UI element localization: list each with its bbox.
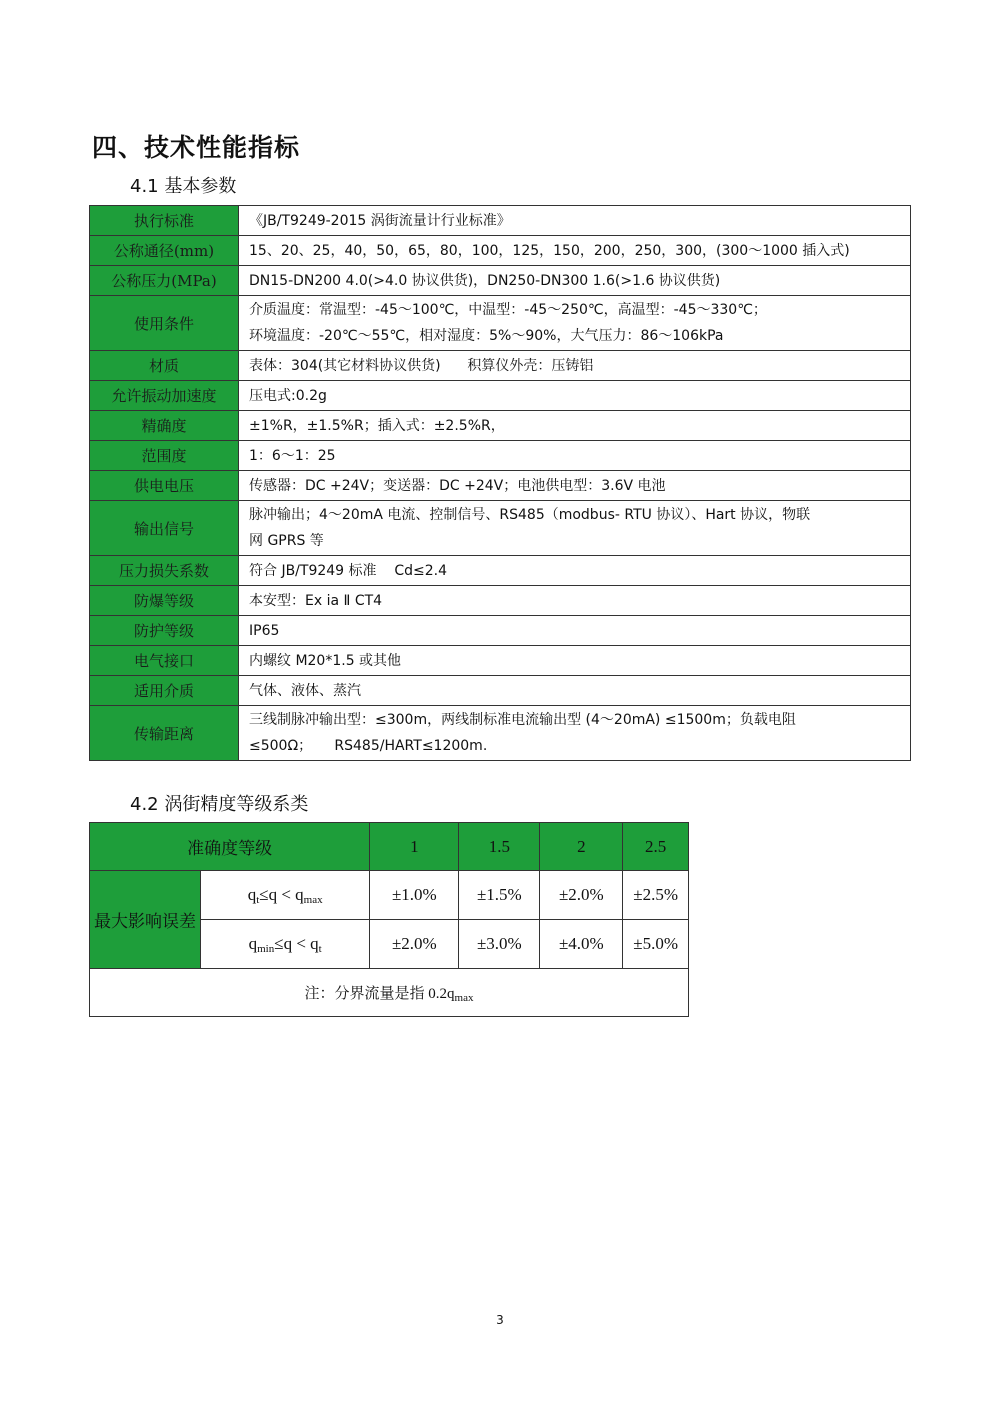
- flow-mid: ≤q < q: [259, 884, 304, 904]
- basic-params-table: [89, 205, 911, 761]
- flow-range-cell: [201, 920, 370, 969]
- flow-q: q: [247, 884, 257, 904]
- param-row: [90, 676, 911, 706]
- error-value: ±3.0%: [459, 920, 540, 969]
- param-row: [90, 556, 911, 586]
- param-value: [239, 296, 911, 351]
- param-value-line: 本安型：Ex ia Ⅱ CT4: [249, 592, 383, 609]
- param-value: [239, 471, 911, 501]
- param-key: 供电电压: [90, 471, 239, 501]
- error-value: ±2.0%: [370, 920, 459, 969]
- param-value: [239, 706, 911, 761]
- error-value: ±2.5%: [623, 871, 689, 920]
- param-value-line: 15、20、25，40，50，65，80，100，125，150，200，250，300，(300～1000 插入式): [249, 242, 850, 259]
- param-value-line: 符合 JB/T9249 标准 Cd≤2.4: [249, 562, 447, 579]
- param-value: [239, 236, 911, 266]
- accuracy-table: [89, 822, 689, 1017]
- param-row: [90, 381, 911, 411]
- error-value: ±1.0%: [370, 871, 459, 920]
- accuracy-header-label: 准确度等级: [90, 823, 370, 871]
- param-value: [239, 501, 911, 556]
- param-value-line: ±1%R，±1.5%R；插入式：±2.5%R，: [249, 417, 505, 434]
- param-row: [90, 351, 911, 381]
- param-value-line: 《JB/T9249-2015 涡街流量计行业标准》: [249, 212, 511, 229]
- note-sub: max: [454, 991, 474, 1004]
- param-key: 传输距离: [90, 706, 239, 761]
- param-value-line: 传感器：DC +24V；变送器：DC +24V；电池供电型：3.6V 电池: [249, 477, 666, 494]
- param-row: [90, 706, 911, 761]
- param-value-line: IP65: [249, 622, 280, 639]
- param-value-line: DN15-DN200 4.0(>4.0 协议供货)，DN250-DN300 1.6(>1.6 协议供货): [249, 272, 721, 289]
- param-value: [239, 556, 911, 586]
- param-key: 公称压力(MPa): [90, 266, 239, 296]
- param-key: 材质: [90, 351, 239, 381]
- param-value: [239, 646, 911, 676]
- flow-sub: t: [318, 942, 322, 955]
- subsection-title-accuracy: 4.2 涡街精度等级系类: [130, 794, 309, 815]
- accuracy-note-row: [90, 969, 689, 1017]
- param-value-line: ≤500Ω； RS485/HART≤1200m.: [249, 738, 488, 754]
- accuracy-note: [90, 969, 689, 1017]
- param-key: 电气接口: [90, 646, 239, 676]
- param-value: [239, 586, 911, 616]
- param-row: [90, 266, 911, 296]
- page-number: 3: [496, 1313, 504, 1327]
- note-text: 注：分界流量是指 0.2q: [304, 985, 455, 1002]
- param-row: [90, 411, 911, 441]
- subsection-title-basic-params: 4.1 基本参数: [130, 176, 237, 197]
- flow-range-cell: [201, 871, 370, 920]
- param-value: [239, 676, 911, 706]
- param-value-line: 表体：304(其它材料协议供货) 积算仪外壳：压铸铝: [249, 357, 594, 374]
- param-key: 公称通径(mm): [90, 236, 239, 266]
- param-key: 范围度: [90, 441, 239, 471]
- error-value: ±1.5%: [459, 871, 540, 920]
- grade-cell: 1: [370, 823, 459, 871]
- param-row: [90, 501, 911, 556]
- param-row: [90, 441, 911, 471]
- param-value-line: 1：6～1：25: [249, 447, 336, 464]
- max-error-label: 最大影响误差: [90, 871, 201, 969]
- grade-cell: 1.5: [459, 823, 540, 871]
- param-value-line: 三线制脉冲输出型：≤300m，两线制标准电流输出型 (4～20mA) ≤1500m；负载电阻: [249, 712, 796, 728]
- param-key: 执行标准: [90, 206, 239, 236]
- param-row: [90, 646, 911, 676]
- grade-cell: 2.5: [623, 823, 689, 871]
- param-key: 防爆等级: [90, 586, 239, 616]
- flow-sub: max: [303, 893, 323, 906]
- param-row: [90, 206, 911, 236]
- section-title: 四、技术性能指标: [92, 133, 301, 162]
- param-key: 精确度: [90, 411, 239, 441]
- flow-mid: ≤q < q: [274, 933, 319, 953]
- param-row: [90, 236, 911, 266]
- param-key: 输出信号: [90, 501, 239, 556]
- error-value: ±5.0%: [623, 920, 689, 969]
- param-row: [90, 616, 911, 646]
- param-value: [239, 616, 911, 646]
- error-value: ±4.0%: [540, 920, 623, 969]
- flow-sub: t: [256, 893, 260, 906]
- param-value: [239, 411, 911, 441]
- param-row: [90, 586, 911, 616]
- param-value: [239, 351, 911, 381]
- accuracy-header-row: [90, 823, 689, 871]
- param-value: [239, 381, 911, 411]
- param-key: 防护等级: [90, 616, 239, 646]
- param-key: 使用条件: [90, 296, 239, 351]
- param-key: 适用介质: [90, 676, 239, 706]
- param-value: [239, 266, 911, 296]
- param-row: [90, 296, 911, 351]
- param-row: [90, 471, 911, 501]
- grade-cell: 2: [540, 823, 623, 871]
- param-value-line: 脉冲输出；4～20mA 电流、控制信号、RS485（modbus- RTU 协议）、Hart 协议，物联: [249, 507, 811, 523]
- param-value-line: 环境温度：-20℃～55℃，相对湿度：5%～90%，大气压力：86～106kPa: [249, 328, 724, 344]
- param-key: 压力损失系数: [90, 556, 239, 586]
- accuracy-row: [90, 871, 689, 920]
- param-value-line: 内螺纹 M20*1.5 或其他: [249, 652, 402, 669]
- param-value-line: 网 GPRS 等: [249, 533, 324, 549]
- param-value-line: 介质温度：常温型：-45～100℃，中温型：-45～250℃，高温型：-45～330℃；: [249, 302, 767, 318]
- error-value: ±2.0%: [540, 871, 623, 920]
- flow-sub: min: [257, 942, 275, 955]
- param-value: [239, 206, 911, 236]
- flow-q: q: [248, 933, 258, 953]
- param-value: [239, 441, 911, 471]
- param-value-line: 压电式:0.2g: [249, 387, 327, 404]
- param-key: 允许振动加速度: [90, 381, 239, 411]
- param-value-line: 气体、液体、蒸汽: [249, 682, 361, 699]
